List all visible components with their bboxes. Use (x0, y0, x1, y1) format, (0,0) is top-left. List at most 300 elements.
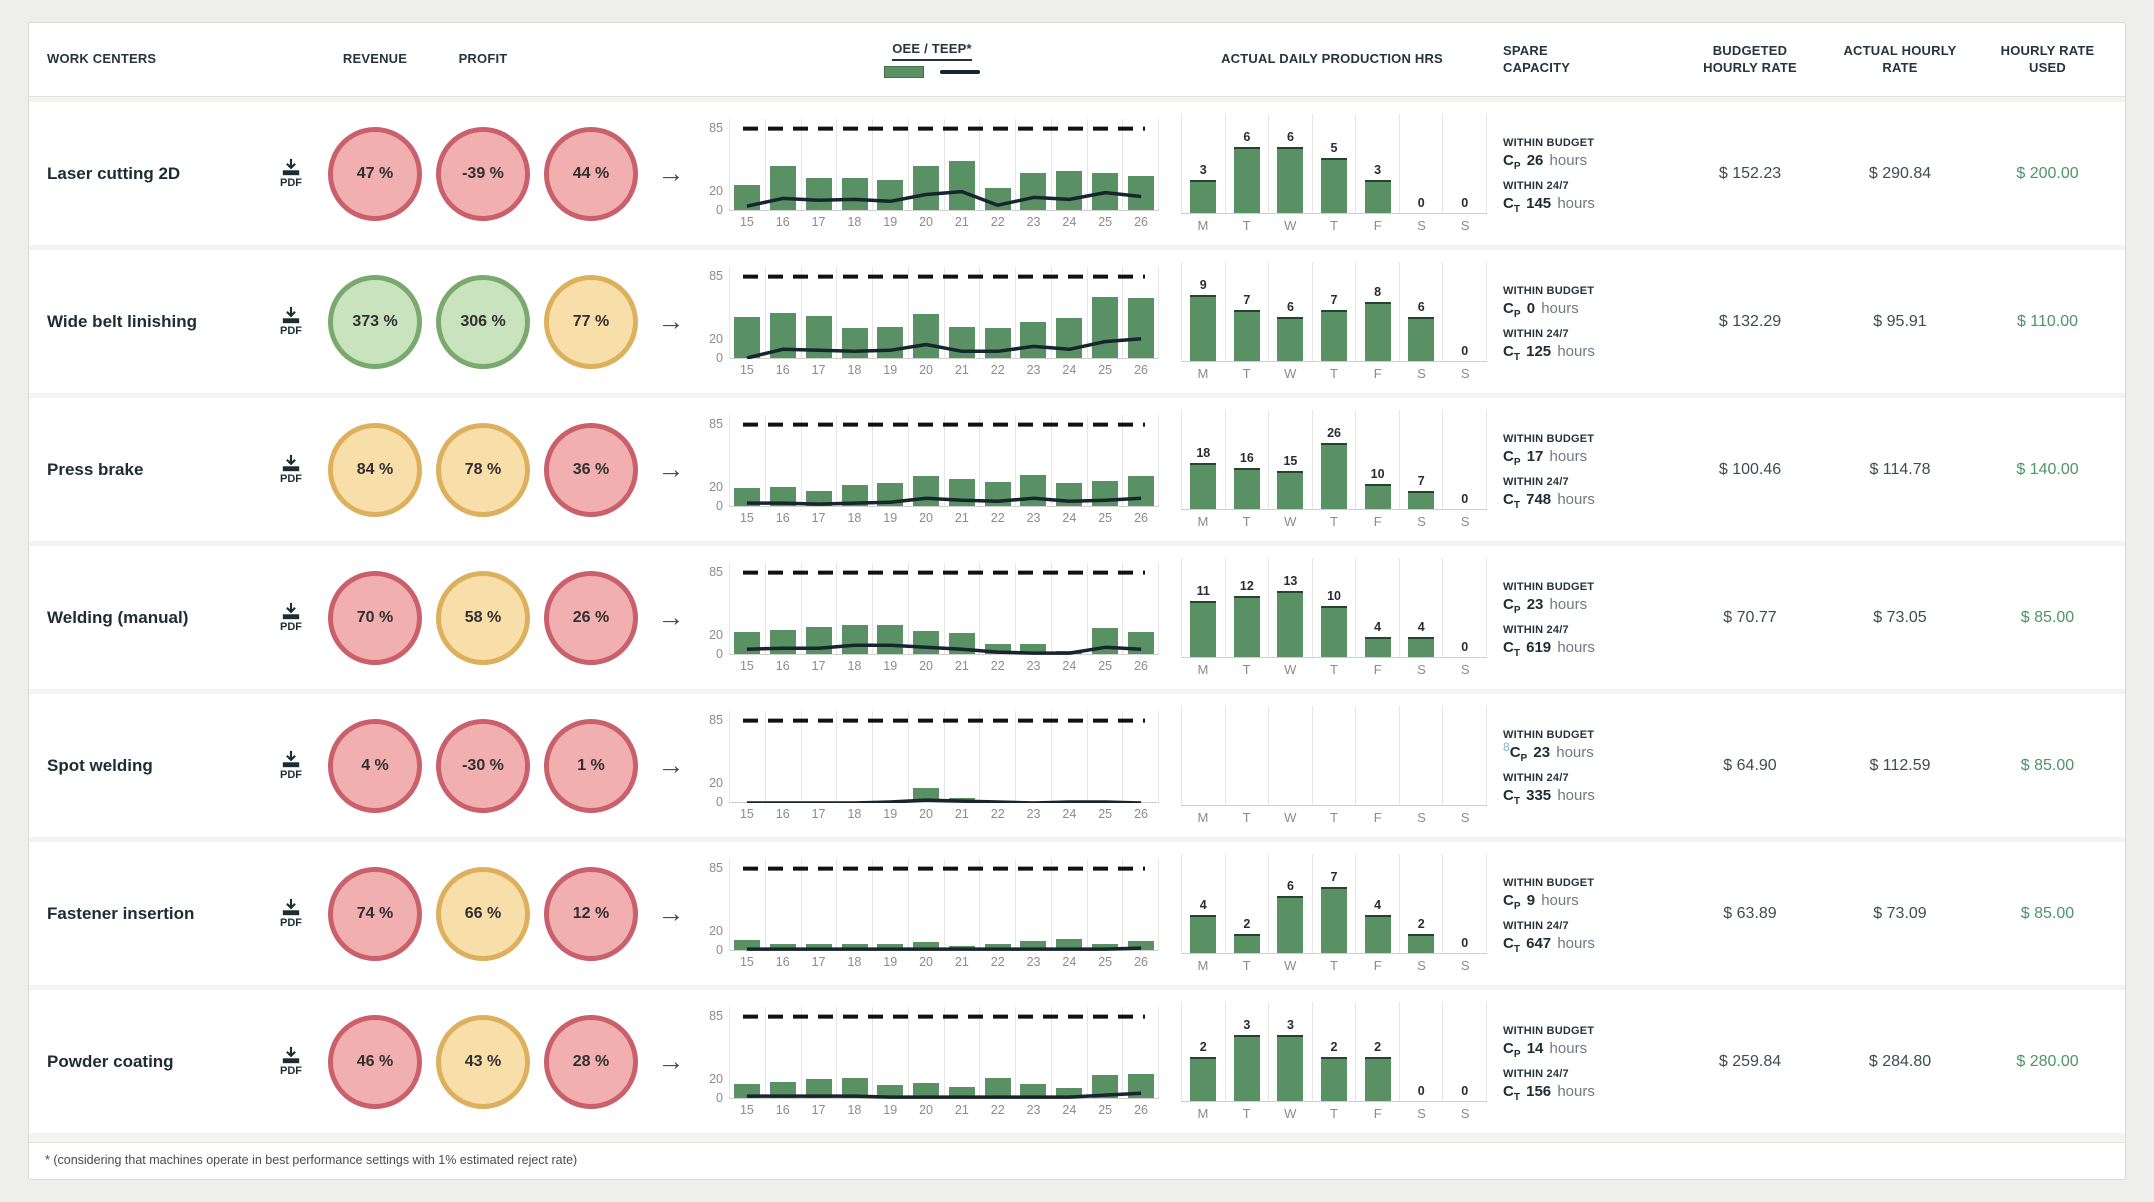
budgeted-hourly-rate: $ 152.23 (1718, 164, 1782, 182)
profit-gauge: -30 % (436, 719, 530, 813)
oee-bar (734, 317, 760, 358)
actual-hourly-rate: $ 284.80 (1868, 1052, 1932, 1070)
daily-hours-value: 18 (1196, 446, 1211, 461)
daily-hours-value: 0 (1461, 344, 1469, 358)
daily-hours-value: 6 (1243, 130, 1251, 144)
oee-gauge: 36 % (544, 423, 638, 517)
x-axis-tick: 18 (847, 510, 862, 525)
day-label: T (1330, 662, 1338, 677)
y-axis-tick: 0 (716, 1090, 723, 1105)
ct-hours: 156 (1526, 1083, 1552, 1100)
x-axis-tick: 16 (775, 806, 790, 821)
ct-symbol: $C_T$ (1503, 343, 1520, 363)
oee-bar (1056, 318, 1082, 358)
oee-bar (1020, 322, 1046, 358)
arrow-right-icon[interactable]: → (657, 898, 685, 928)
hourly-rate-used: $ 85.00 (2020, 608, 2075, 626)
oee-bar (1056, 483, 1082, 505)
day-label: T (1242, 958, 1251, 973)
day-label: M (1197, 662, 1209, 677)
x-axis-tick: 19 (883, 214, 898, 229)
oee-bar (949, 946, 975, 950)
work-center-row (29, 990, 2125, 1133)
pdf-label: PDF (280, 325, 302, 337)
oee-bar (913, 788, 939, 802)
arrow-right-icon[interactable]: → (657, 158, 685, 188)
spare-capacity-cell: WITHIN BUDGET $C_P$ 26 hours WITHIN 24/7 $C_T$ 145 hours (1497, 132, 1675, 215)
x-axis-tick: 15 (739, 1102, 754, 1117)
oee-teep-chart (697, 711, 1167, 821)
oee-bar (877, 180, 903, 209)
daily-hours-value: 2 (1199, 1040, 1207, 1054)
within-budget-label: WITHIN BUDGET (1503, 137, 1595, 149)
y-axis-tick: 0 (716, 498, 723, 513)
daily-hours-bar (1365, 302, 1391, 361)
oee-bar (1092, 628, 1118, 653)
header-work-centers: WORK CENTERS (47, 51, 157, 67)
day-label: W (1284, 514, 1297, 529)
day-label: T (1330, 366, 1338, 381)
y-axis-tick: 85 (709, 121, 723, 136)
within-budget-label: WITHIN BUDGET (1503, 877, 1595, 889)
x-axis-tick: 24 (1062, 214, 1077, 229)
daily-hours-bar (1190, 1057, 1216, 1101)
oee-bar (1020, 475, 1046, 506)
day-label: S (1417, 366, 1426, 381)
cp-symbol: $C_P$ (1503, 152, 1521, 172)
daily-hours-value: 0 (1461, 936, 1469, 950)
actual-hourly-rate: $ 290.84 (1868, 164, 1932, 182)
x-axis-tick: 17 (811, 214, 826, 229)
x-axis-tick: 24 (1062, 510, 1077, 525)
daily-hours-bar (1408, 637, 1434, 657)
day-label: T (1242, 1106, 1251, 1121)
header-revenue: REVENUE (342, 51, 408, 67)
oee-bar (1056, 1088, 1082, 1098)
y-axis-tick: 85 (709, 269, 723, 284)
cp-hours: 0 (1526, 300, 1536, 317)
day-label: T (1242, 514, 1251, 529)
daily-hours-value: 4 (1374, 898, 1382, 913)
profit-gauge: 306 % (436, 275, 530, 369)
daily-hours-value: 16 (1239, 451, 1254, 466)
x-axis-tick: 20 (919, 1102, 933, 1117)
work-center-name: Wide belt linishing (47, 311, 198, 331)
x-axis-tick: 26 (1134, 1102, 1148, 1117)
cp-hours: 14 (1526, 1040, 1544, 1057)
arrow-right-icon[interactable]: → (657, 306, 685, 336)
header-actual-rate: ACTUAL HOURLY RATE (1843, 43, 1957, 75)
x-axis-tick: 22 (990, 362, 1005, 377)
day-label: T (1242, 218, 1251, 233)
x-axis-tick: 26 (1134, 362, 1148, 377)
y-axis-tick: 0 (716, 794, 723, 809)
daily-hours-bar (1190, 295, 1216, 361)
oee-bar (1020, 173, 1046, 210)
pdf-download-button[interactable] (261, 454, 321, 485)
x-axis-tick: 26 (1134, 214, 1148, 229)
day-label: T (1242, 662, 1251, 677)
oee-bar (877, 1085, 903, 1098)
pdf-label: PDF (280, 621, 302, 633)
oee-bar (877, 483, 903, 505)
oee-bar (1128, 176, 1154, 210)
arrow-right-icon[interactable]: → (657, 454, 685, 484)
oee-gauge: 44 % (544, 127, 638, 221)
oee-bar (1056, 171, 1082, 210)
daily-hours-value: 3 (1374, 163, 1382, 177)
revenue-gauge: 84 % (328, 423, 422, 517)
x-axis-tick: 23 (1026, 214, 1041, 229)
daily-hours-bar (1408, 317, 1434, 361)
x-axis-tick: 26 (1134, 954, 1148, 969)
x-axis-tick: 16 (775, 214, 790, 229)
oee-bar (1056, 651, 1082, 654)
x-axis-tick: 25 (1098, 214, 1113, 229)
daily-hours-value: 6 (1286, 130, 1294, 144)
x-axis-tick: 18 (847, 954, 862, 969)
x-axis-tick: 20 (919, 214, 933, 229)
pdf-download-button[interactable] (261, 158, 321, 189)
oee-bar (913, 314, 939, 358)
ct-hours: 145 (1526, 195, 1552, 212)
x-axis-tick: 16 (775, 510, 790, 525)
daily-hours-value: 0 (1417, 1084, 1425, 1098)
daily-hours-value: 26 (1327, 426, 1341, 440)
cp-hours: 23 (1533, 744, 1551, 761)
x-axis-tick: 23 (1026, 806, 1041, 821)
x-axis-tick: 17 (811, 658, 826, 673)
day-label: S (1460, 514, 1470, 529)
day-label: W (1284, 662, 1297, 677)
revenue-gauge: 74 % (328, 867, 422, 961)
budgeted-hourly-rate: $ 63.89 (1723, 904, 1777, 922)
daily-hours-bar (1408, 491, 1434, 509)
oee-bar (1128, 632, 1154, 653)
pdf-download-button[interactable] (261, 306, 321, 337)
oee-bar (1128, 476, 1154, 505)
work-centers-dashboard (28, 22, 2126, 1180)
pdf-download-button[interactable] (261, 1046, 321, 1077)
header-budgeted-rate: BUDGETED HOURLY RATE (1703, 43, 1797, 75)
oee-teep-chart (697, 859, 1167, 969)
x-axis-tick: 24 (1062, 806, 1077, 821)
daily-hours-value: 12 (1239, 579, 1254, 594)
x-axis-tick: 17 (811, 510, 826, 525)
oee-bar (1128, 298, 1154, 357)
within-247-label: WITHIN 24/7 (1503, 920, 1569, 932)
y-axis-tick: 20 (709, 332, 723, 347)
oee-bar (985, 944, 1011, 950)
oee-bar (806, 178, 832, 210)
day-label: M (1197, 514, 1209, 529)
daily-hours-value: 11 (1196, 584, 1210, 599)
daily-hours-value: 2 (1243, 917, 1251, 932)
y-axis-tick: 0 (716, 202, 723, 217)
day-label: M (1197, 218, 1209, 233)
day-label: M (1197, 1106, 1209, 1121)
day-label: S (1460, 218, 1470, 233)
daily-hours-value: 6 (1286, 300, 1294, 314)
y-axis-tick: 0 (716, 646, 723, 661)
hourly-rate-used: $ 280.00 (2016, 1052, 2079, 1070)
spare-capacity-cell: WITHIN BUDGET $C_P$ 23 hours WITHIN 24/7 $C_T$ 619 hours (1497, 576, 1675, 659)
ct-symbol: $C_T$ (1503, 935, 1520, 955)
oee-bar (913, 942, 939, 950)
x-axis-tick: 21 (954, 214, 969, 229)
cp-symbol: $C_P$ (1503, 448, 1521, 468)
y-axis-tick: 85 (709, 417, 723, 432)
day-label: T (1330, 514, 1338, 529)
ct-symbol: $C_T$ (1503, 195, 1520, 215)
x-axis-tick: 23 (1026, 362, 1041, 377)
daily-production-chart (1167, 1002, 1497, 1121)
oee-bar (842, 328, 868, 357)
daily-hours-value: 0 (1461, 196, 1469, 210)
oee-bar (806, 1079, 832, 1097)
y-axis-tick: 20 (709, 628, 723, 643)
oee-teep-chart (697, 1007, 1167, 1117)
download-icon (281, 898, 301, 916)
oee-bar (806, 944, 832, 950)
oee-bar (770, 487, 796, 505)
footnote: * (considering that machines operate in best performance settings with 1% estimated reject rate) (29, 1142, 2125, 1179)
daily-hours-bar (1365, 637, 1391, 657)
daily-hours-value: 0 (1417, 196, 1425, 210)
x-axis-tick: 21 (954, 658, 969, 673)
daily-hours-value: 13 (1283, 574, 1298, 588)
oee-bar (806, 627, 832, 653)
x-axis-tick: 18 (847, 806, 862, 821)
within-247-label: WITHIN 24/7 (1503, 1068, 1569, 1080)
arrow-right-icon[interactable]: → (657, 1046, 685, 1076)
x-axis-tick: 21 (954, 1102, 969, 1117)
oee-bar (913, 476, 939, 505)
daily-production-chart (1167, 706, 1497, 825)
x-axis-tick: 24 (1062, 658, 1077, 673)
oee-bar (1092, 481, 1118, 505)
day-label: S (1460, 1106, 1470, 1121)
pdf-download-button[interactable] (261, 602, 321, 633)
daily-hours-bar (1277, 1035, 1303, 1101)
x-axis-tick: 19 (883, 806, 898, 821)
x-axis-tick: 22 (990, 806, 1005, 821)
daily-hours-bar (1365, 180, 1391, 213)
oee-bar (806, 491, 832, 506)
day-label: T (1330, 1106, 1338, 1121)
x-axis-tick: 22 (990, 510, 1005, 525)
x-axis-tick: 22 (990, 954, 1005, 969)
daily-hours-bar (1190, 601, 1216, 657)
oee-bar (770, 166, 796, 210)
work-center-name: Press brake (47, 459, 144, 479)
day-label: F (1373, 958, 1382, 973)
pdf-download-button[interactable] (261, 750, 321, 781)
x-axis-tick: 20 (919, 362, 933, 377)
download-icon (281, 602, 301, 620)
oee-gauge: 1 % (544, 719, 638, 813)
oee-bar (770, 630, 796, 653)
x-axis-tick: 15 (739, 658, 754, 673)
x-axis-tick: 16 (775, 658, 790, 673)
day-label: S (1417, 958, 1426, 973)
header-spare-capacity: SPARE CAPACITY (1503, 43, 1571, 75)
hourly-rate-used: $ 140.00 (2016, 460, 2079, 478)
x-axis-tick: 19 (883, 658, 898, 673)
profit-gauge: 58 % (436, 571, 530, 665)
work-center-row (29, 842, 2125, 985)
daily-hours-bar (1321, 158, 1347, 213)
x-axis-tick: 23 (1026, 1102, 1041, 1117)
pdf-download-button[interactable] (261, 898, 321, 929)
arrow-right-icon[interactable]: → (657, 750, 685, 780)
hourly-rate-used: $ 110.00 (2016, 312, 2079, 330)
x-axis-tick: 24 (1062, 954, 1077, 969)
daily-hours-bar (1365, 1057, 1391, 1101)
x-axis-tick: 21 (954, 806, 969, 821)
x-axis-tick: 20 (919, 954, 933, 969)
work-center-row (29, 250, 2125, 393)
daily-hours-bar (1277, 591, 1303, 657)
oee-bar (1056, 939, 1082, 950)
download-icon (281, 454, 301, 472)
oee-bar (877, 625, 903, 653)
x-axis-tick: 19 (883, 954, 898, 969)
daily-hours-bar (1234, 1035, 1260, 1101)
oee-gauge: 77 % (544, 275, 638, 369)
within-budget-label: WITHIN BUDGET (1503, 285, 1595, 297)
stray-mark: 8 (1503, 740, 1510, 754)
pdf-label: PDF (280, 177, 302, 189)
x-axis-tick: 22 (990, 214, 1005, 229)
oee-bar (770, 1082, 796, 1097)
y-axis-tick: 20 (709, 924, 723, 939)
ct-symbol: $C_T$ (1503, 491, 1520, 511)
cp-hours: 23 (1526, 596, 1544, 613)
y-axis-tick: 20 (709, 184, 723, 199)
x-axis-tick: 15 (739, 362, 754, 377)
daily-hours-bar (1321, 887, 1347, 953)
x-axis-tick: 26 (1134, 510, 1148, 525)
cp-hours: 26 (1526, 152, 1544, 169)
day-label: S (1417, 218, 1426, 233)
budgeted-hourly-rate: $ 64.90 (1723, 756, 1777, 774)
ct-hours: 619 (1526, 639, 1552, 656)
oee-bar (985, 1078, 1011, 1097)
ct-hours: 335 (1526, 787, 1552, 804)
daily-hours-bar (1321, 443, 1347, 509)
work-center-name: Powder coating (47, 1051, 174, 1071)
work-center-name: Welding (manual) (47, 607, 189, 627)
daily-hours-value: 0 (1461, 640, 1469, 654)
day-label: M (1197, 366, 1209, 381)
x-axis-tick: 20 (919, 658, 933, 673)
x-axis-tick: 20 (919, 806, 933, 821)
profit-gauge: 43 % (436, 1015, 530, 1109)
within-247-label: WITHIN 24/7 (1503, 328, 1569, 340)
ct-symbol: $C_T$ (1503, 639, 1520, 659)
x-axis-tick: 18 (847, 1102, 862, 1117)
day-label: S (1460, 810, 1470, 825)
profit-gauge: 78 % (436, 423, 530, 517)
x-axis-tick: 25 (1098, 1102, 1113, 1117)
daily-hours-value: 0 (1461, 492, 1469, 506)
x-axis-tick: 15 (739, 806, 754, 821)
day-label: S (1417, 514, 1426, 529)
x-axis-tick: 25 (1098, 954, 1113, 969)
day-label: T (1242, 810, 1251, 825)
arrow-right-icon[interactable]: → (657, 602, 685, 632)
rows-container (29, 97, 2125, 1137)
oee-teep-chart (697, 563, 1167, 673)
x-axis-tick: 17 (811, 954, 826, 969)
x-axis-tick: 19 (883, 1102, 898, 1117)
profit-gauge: 66 % (436, 867, 530, 961)
day-label: S (1460, 958, 1470, 973)
daily-production-chart (1167, 558, 1497, 677)
x-axis-tick: 15 (739, 214, 754, 229)
header-profit: PROFIT (458, 51, 508, 67)
oee-bar (734, 1084, 760, 1098)
x-axis-tick: 21 (954, 362, 969, 377)
oee-bar (734, 185, 760, 209)
x-axis-tick: 23 (1026, 510, 1041, 525)
oee-teep-chart (697, 119, 1167, 229)
x-axis-tick: 21 (954, 954, 969, 969)
daily-hours-value: 9 (1199, 278, 1207, 292)
cp-symbol: $C_P$ (1503, 300, 1521, 320)
daily-hours-bar (1365, 484, 1391, 509)
daily-hours-bar (1408, 934, 1434, 953)
daily-hours-value: 2 (1330, 1040, 1338, 1054)
day-label: T (1242, 366, 1251, 381)
hourly-rate-used: $ 200.00 (2016, 164, 2079, 182)
actual-hourly-rate: $ 73.09 (1873, 904, 1927, 922)
day-label: F (1373, 366, 1382, 381)
day-label: W (1284, 810, 1297, 825)
x-axis-tick: 16 (775, 362, 790, 377)
daily-hours-value: 4 (1417, 619, 1425, 634)
within-budget-label: WITHIN BUDGET (1503, 581, 1595, 593)
y-axis-tick: 20 (709, 776, 723, 791)
revenue-gauge: 47 % (328, 127, 422, 221)
x-axis-tick: 25 (1098, 510, 1113, 525)
ct-hours: 748 (1526, 491, 1552, 508)
spare-capacity-cell: WITHIN BUDGET $C_P$ 17 hours WITHIN 24/7 $C_T$ 748 hours (1497, 428, 1675, 511)
daily-hours-value: 5 (1330, 141, 1338, 155)
within-247-label: WITHIN 24/7 (1503, 624, 1569, 636)
x-axis-tick: 17 (811, 806, 826, 821)
oee-bar (842, 1078, 868, 1097)
daily-hours-bar (1190, 180, 1216, 213)
x-axis-tick: 23 (1026, 658, 1041, 673)
daily-production-chart (1167, 410, 1497, 529)
x-axis-tick: 25 (1098, 362, 1113, 377)
within-247-label: WITHIN 24/7 (1503, 476, 1569, 488)
x-axis-tick: 25 (1098, 658, 1113, 673)
oee-bar (770, 944, 796, 950)
y-axis-tick: 85 (709, 1009, 723, 1024)
work-center-row (29, 102, 2125, 245)
daily-hours-value: 8 (1374, 285, 1382, 300)
daily-hours-value: 7 (1417, 474, 1425, 489)
day-label: S (1460, 366, 1470, 381)
daily-hours-value: 10 (1327, 589, 1341, 604)
day-label: W (1284, 1106, 1297, 1121)
x-axis-tick: 23 (1026, 954, 1041, 969)
daily-hours-bar (1234, 934, 1260, 953)
within-budget-label: WITHIN BUDGET (1503, 1025, 1595, 1037)
